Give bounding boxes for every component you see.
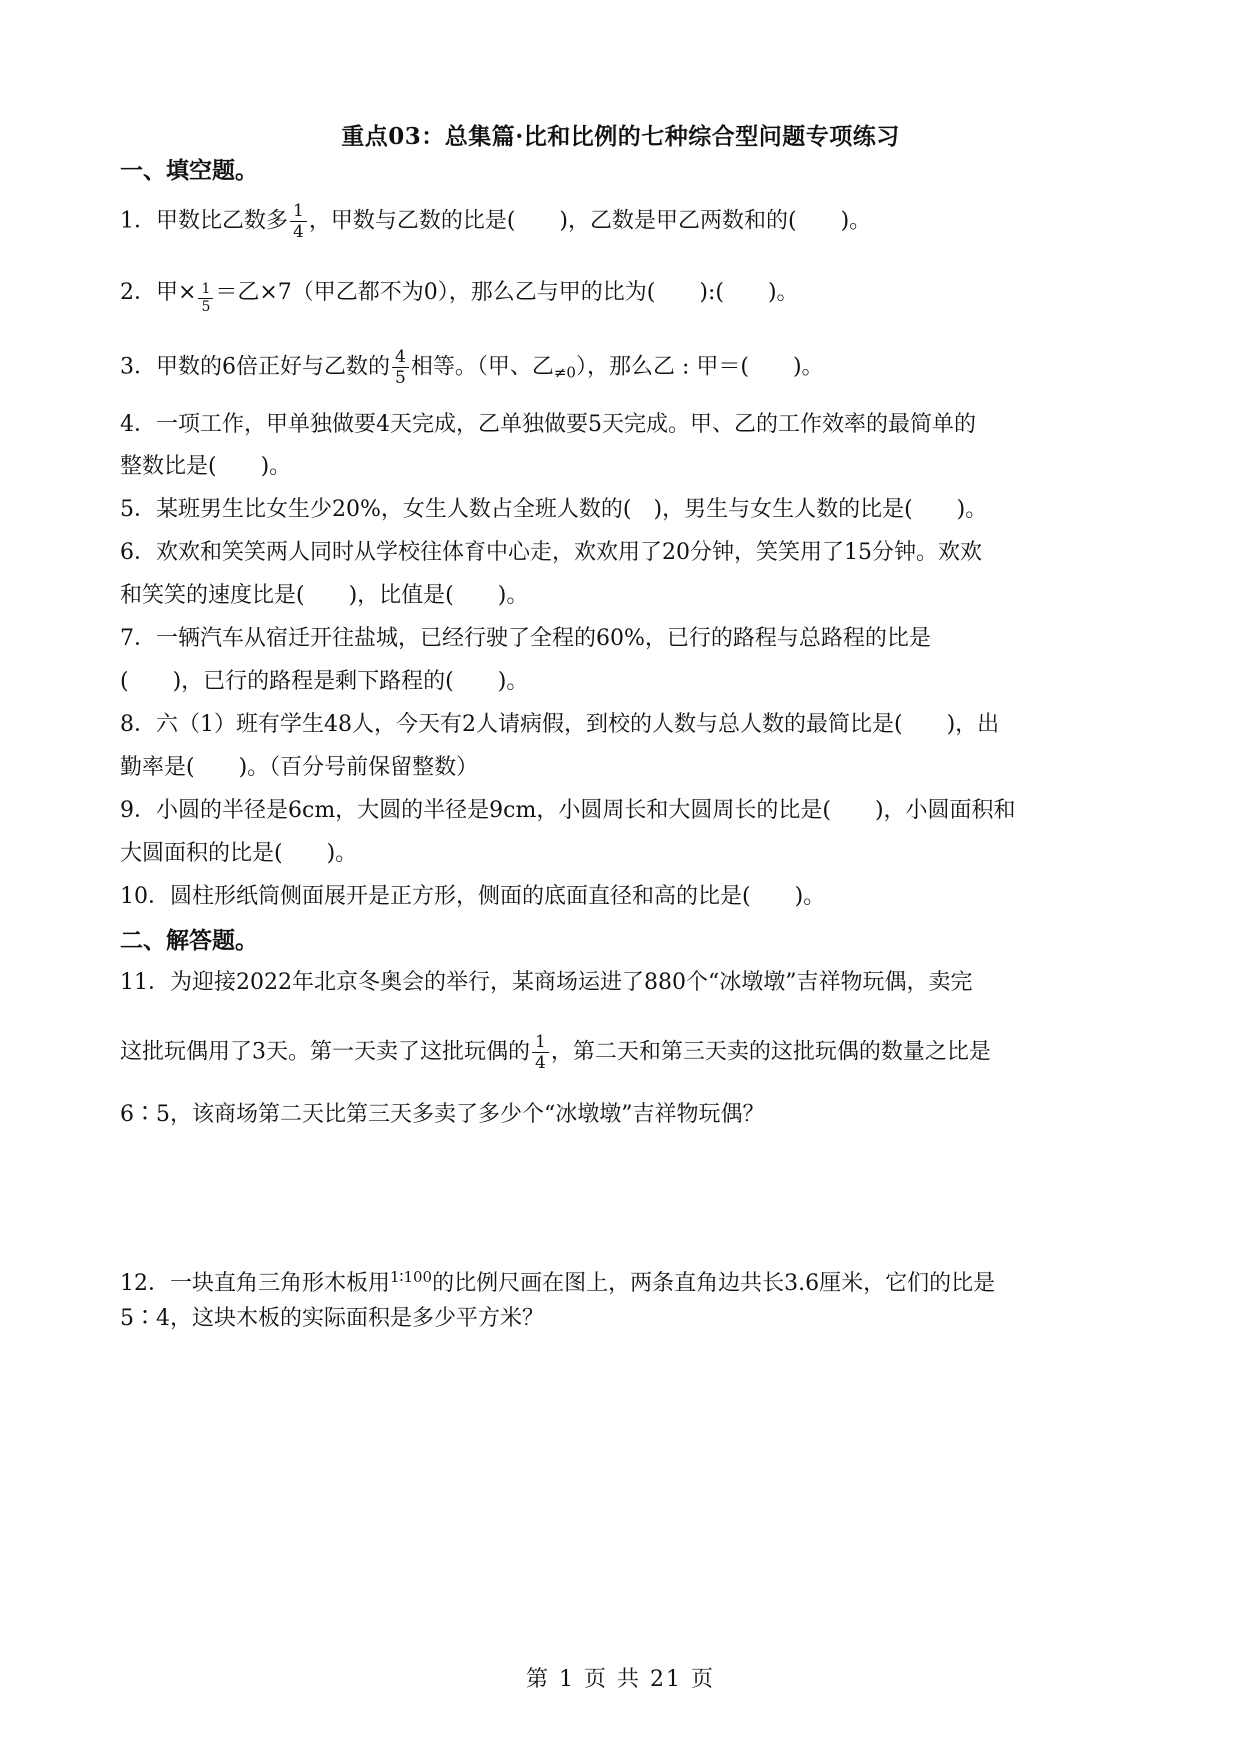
question-5: 5．某班男生比女生少20%，女生人数占全班人数的( )，男生与女生人数的比是( )。	[120, 497, 988, 522]
question-12-line-1	[120, 1262, 1130, 1299]
fraction	[392, 348, 409, 387]
question-text: 3．甲数的6倍正好与乙数的	[120, 354, 390, 380]
fraction-numerator: 1	[198, 282, 213, 299]
question-4-line-1: 4．一项工作，甲单独做要4天完成，乙单独做要5天完成。甲、乙的工作效率的最简单的	[120, 412, 976, 437]
question-text: ，甲数与乙数的比是( )，乙数是甲乙两数和的( )。	[308, 208, 872, 234]
question-2	[120, 278, 1130, 315]
question-text: 相等。（甲、乙	[410, 354, 554, 380]
fraction-denominator: 5	[201, 299, 211, 315]
not-equal-zero: ≠0	[553, 363, 576, 382]
fraction	[198, 282, 213, 315]
question-11-line-2	[120, 1033, 1130, 1072]
question-text: 2．甲×	[120, 280, 197, 305]
fraction	[532, 1033, 549, 1072]
fraction-denominator: 5	[395, 368, 406, 388]
question-9-line-2: 大圆面积的比是( )。	[120, 841, 358, 866]
question-10: 10．圆柱形纸筒侧面展开是正方形，侧面的底面直径和高的比是( )。	[120, 884, 826, 909]
question-4-line-2: 整数比是( )。	[120, 454, 292, 479]
question-3	[120, 348, 1130, 388]
question-text: 这批玩偶用了3天。第一天卖了这批玩偶的	[120, 1039, 530, 1065]
section-heading-fill-in: 一、填空题。	[120, 157, 258, 184]
question-8-line-1: 8．六（1）班有学生48人，今天有2人请病假，到校的人数与总人数的最简比是( )，出	[120, 712, 1000, 737]
page-title: 重点03：总集篇·比和比例的七种综合型问题专项练习	[341, 123, 900, 150]
question-9-line-1: 9．小圆的半径是6cm，大圆的半径是9cm，小圆周长和大圆周长的比是( )，小圆面积和	[120, 798, 1016, 823]
question-text: 12．一块直角三角形木板用	[120, 1271, 390, 1296]
question-7-line-2: ( )，已行的路程是剩下路程的( )。	[120, 669, 529, 694]
fraction-denominator: 4	[293, 222, 304, 242]
page-number-footer: 第 1 页 共 21 页	[526, 1667, 715, 1692]
question-7-line-1: 7．一辆汽车从宿迁开往盐城，已经行驶了全程的60%，已行的路程与总路程的比是	[120, 626, 931, 651]
question-text: ＝乙×7（甲乙都不为0），那么乙与甲的比为( ):( )。	[215, 280, 799, 305]
fraction-numerator: 1	[532, 1033, 549, 1053]
question-1	[120, 202, 1130, 241]
scale-ratio: 1∶100	[390, 1268, 433, 1286]
question-11-line-1: 11．为迎接2022年北京冬奥会的举行，某商场运进了880个“冰墩墩”吉祥物玩偶，卖完	[120, 970, 973, 995]
section-heading-solve: 二、解答题。	[120, 927, 258, 954]
fraction-numerator: 4	[392, 348, 409, 368]
question-6-line-2: 和笑笑的速度比是( )，比值是( )。	[120, 583, 529, 608]
question-text: 的比例尺画在图上，两条直角边共长3.6厘米，它们的比是	[432, 1271, 996, 1296]
question-text: 1．甲数比乙数多	[120, 208, 288, 234]
fraction	[290, 202, 307, 241]
question-8-line-2: 勤率是( )。（百分号前保留整数）	[120, 755, 479, 780]
question-12-line-2: 5∶4，这块木板的实际面积是多少平方米？	[120, 1306, 544, 1331]
fraction-numerator: 1	[290, 202, 307, 222]
question-6-line-1: 6．欢欢和笑笑两人同时从学校往体育中心走，欢欢用了20分钟，笑笑用了15分钟。欢欢	[120, 540, 982, 565]
question-text: ），那么乙 : 甲＝( )。	[575, 354, 824, 380]
question-11-line-3: 6∶5，该商场第二天比第三天多卖了多少个“冰墩墩”吉祥物玩偶？	[120, 1102, 765, 1127]
fraction-denominator: 4	[535, 1053, 546, 1073]
question-text: ，第二天和第三天卖的这批玩偶的数量之比是	[550, 1039, 991, 1065]
